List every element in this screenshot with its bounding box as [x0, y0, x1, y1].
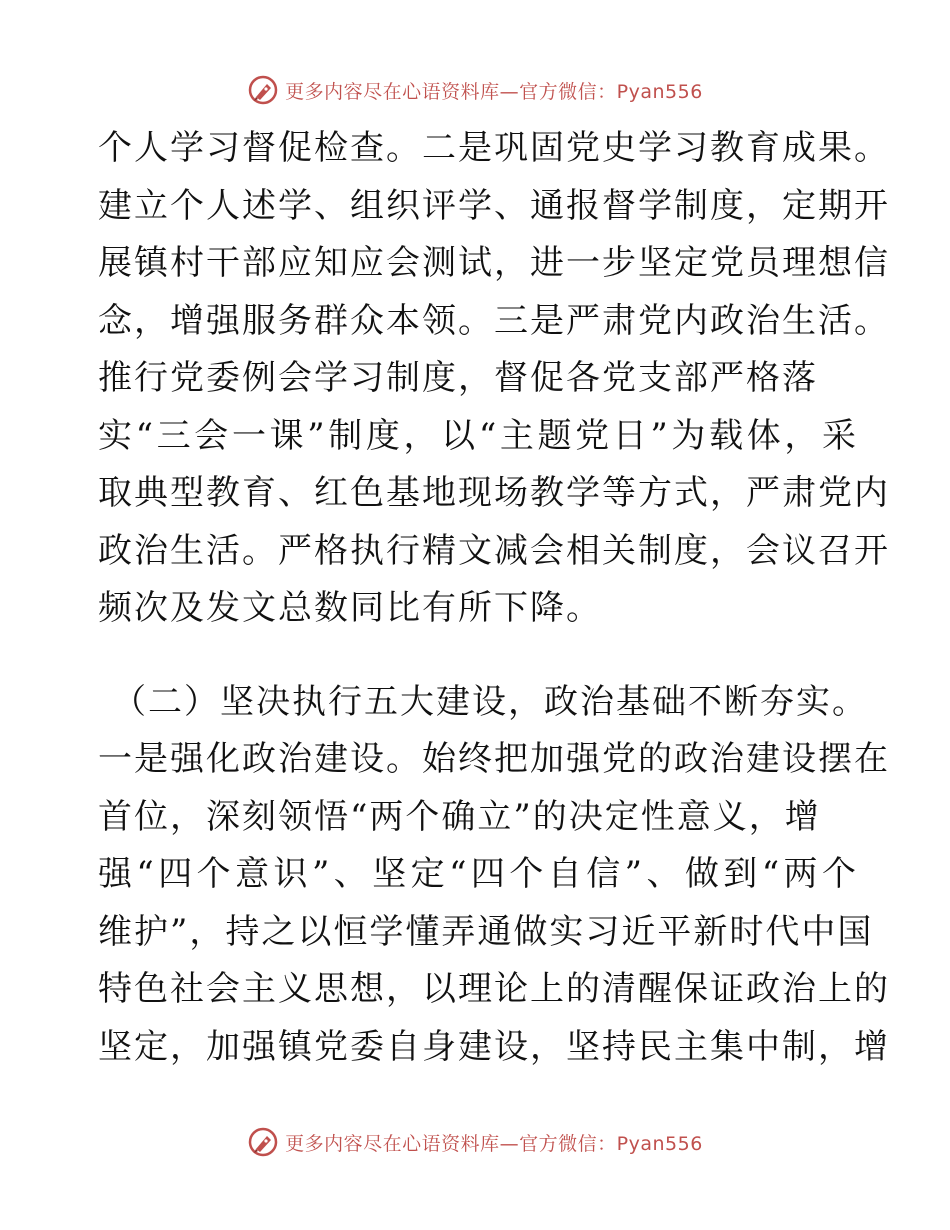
section-heading: （二）坚决执行五大建设，政治基础不断夯实。 [112, 681, 868, 722]
text-line: 展镇村干部应知应会测试，进一步坚定党员理想信 [98, 243, 890, 283]
text-line: 取典型教育、红色基地现场教学等方式，严肃党内 [98, 473, 890, 513]
section-2 [98, 674, 890, 1077]
pen-nib-logo-icon [247, 74, 279, 106]
text-line: 特色社会主义思想，以理论上的清醒保证政治上的 [98, 969, 890, 1009]
pen-nib-logo-icon [247, 1126, 279, 1158]
document-body [98, 120, 890, 1076]
text-line: 一是强化政治建设。始终把加强党的政治建设摆在 [98, 739, 890, 779]
text-line: 维护”，持之以恒学懂弄通做实习近平新时代中国 [98, 911, 874, 952]
watermark-contact: Pyan556 [616, 1132, 703, 1155]
text-line: 频次及发文总数同比有所下降。 [98, 588, 602, 628]
text-line: 实“三会一课”制度，以“主题党日”为载体，采 [98, 415, 858, 456]
text-line: 推行党委例会学习制度，督促各党支部严格落 [98, 358, 818, 398]
text-line: 强“四个意识”、坚定“四个自信”、做到“两个 [98, 854, 858, 894]
watermark-text: 更多内容尽在心语资料库—官方微信：Pyan556 [285, 80, 703, 103]
watermark-text: 更多内容尽在心语资料库—官方微信：Pyan556 [285, 1132, 703, 1155]
watermark-contact: Pyan556 [616, 80, 703, 103]
paragraph-spacer [98, 638, 858, 674]
text-line: 政治生活。严格执行精文减会相关制度，会议召开 [98, 530, 890, 571]
text-line: 个人学习督促检查。二是巩固党史学习教育成果。 [98, 128, 890, 168]
text-line: 坚定，加强镇党委自身建设，坚持民主集中制，增 [98, 1026, 890, 1067]
text-line: 念，增强服务群众本领。三是严肃党内政治生活。 [98, 300, 890, 341]
text-line: 建立个人述学、组织评学、通报督学制度，定期开 [98, 185, 890, 226]
footer-watermark [0, 1122, 950, 1162]
text-line: 首位，深刻领悟“两个确立”的决定性意义，增 [98, 796, 821, 837]
paragraph-1 [98, 120, 890, 638]
header-watermark [0, 70, 950, 110]
